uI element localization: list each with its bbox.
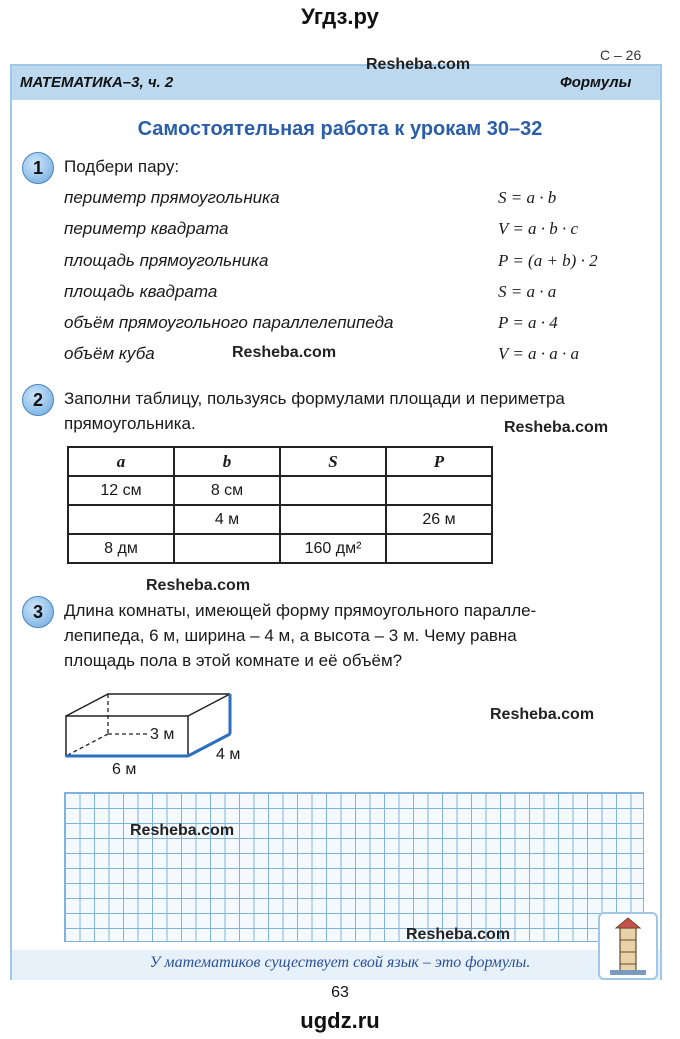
pair-left-item: площадь квадрата [64, 282, 218, 301]
page-number: 63 [331, 984, 349, 1001]
task-number-1: 1 [22, 152, 54, 184]
pair-left-item: периметр квадрата [64, 219, 229, 238]
height-label: 3 м [150, 726, 175, 743]
table-row [68, 534, 492, 563]
table-cell [280, 505, 386, 534]
task2-text-line1: Заполни таблицу, пользуясь формулами площади и периметра [64, 389, 565, 408]
pair-right-formula: S = a · b [498, 188, 557, 207]
watermark: Resheba.com [406, 926, 511, 943]
width-label: 4 м [216, 746, 241, 763]
task-number-3: 3 [22, 596, 54, 628]
length-label: 6 м [112, 761, 137, 778]
header-topic: Формулы [560, 74, 632, 91]
table-cell: 160 дм² [280, 534, 386, 563]
table-cell [386, 476, 492, 505]
task1-text: Подбери пару: [64, 157, 180, 176]
task3-text-line2: лепипеда, 6 м, ширина – 4 м, а высота – 3 м. Чему равна [64, 626, 517, 645]
table-header-cell: a [68, 447, 174, 476]
watermark: Resheba.com [146, 577, 251, 594]
page-title: Самостоятельная работа к урокам 30–32 [137, 118, 543, 140]
pair-right-formula: P = (a + b) · 2 [498, 251, 598, 270]
table-cell: 8 см [174, 476, 280, 505]
pair-right-formula: V = a · a · a [498, 344, 580, 363]
pair-left-item: объём прямоугольного параллелепипеда [64, 313, 394, 332]
site-title-top: Угдз.ру [301, 4, 379, 29]
table-cell [174, 534, 280, 563]
table-cell: 4 м [174, 505, 280, 534]
formula-table [67, 446, 493, 564]
task2-text-line2: прямоугольника. [64, 414, 196, 433]
table-cell [386, 534, 492, 563]
site-title-bottom: ugdz.ru [300, 1008, 380, 1033]
watermark: Resheba.com [232, 344, 337, 361]
table-row [68, 505, 492, 534]
task3-text-line3: площадь пола в этой комнате и её объём? [64, 651, 403, 670]
table-cell: 12 см [68, 476, 174, 505]
task3-text-line1: Длина комнаты, имеющей форму прямоугольного паралле- [64, 601, 537, 620]
answer-grid [64, 792, 644, 942]
task-number-2: 2 [22, 384, 54, 416]
watermark: Resheba.com [130, 822, 235, 839]
table-row [68, 476, 492, 505]
pair-right-formula: P = a · 4 [498, 313, 558, 332]
table-cell: 26 м [386, 505, 492, 534]
table-header-cell: b [174, 447, 280, 476]
table-header-row [68, 447, 492, 476]
watermark: Resheba.com [490, 706, 595, 723]
pair-left-item: площадь прямоугольника [64, 251, 269, 270]
table-cell: 8 дм [68, 534, 174, 563]
watermark: Resheba.com [504, 419, 609, 436]
page-code: С – 26 [600, 47, 642, 63]
pair-left-item: периметр прямоугольника [64, 188, 280, 207]
mascot-icon [598, 912, 658, 980]
watermark: Resheba.com [366, 56, 471, 73]
pair-right-formula: V = a · b · c [498, 219, 579, 238]
tower-icon [600, 914, 656, 978]
footer-motto: У математиков существует свой язык – это формулы. [149, 954, 531, 971]
table-header-cell: S [280, 447, 386, 476]
header-subject: МАТЕМАТИКА–3, ч. 2 [20, 74, 174, 91]
table-cell [280, 476, 386, 505]
pair-left-item: объём куба [64, 344, 155, 363]
table-header-cell: P [386, 447, 492, 476]
pair-right-formula: S = a · a [498, 282, 557, 301]
table-cell [68, 505, 174, 534]
